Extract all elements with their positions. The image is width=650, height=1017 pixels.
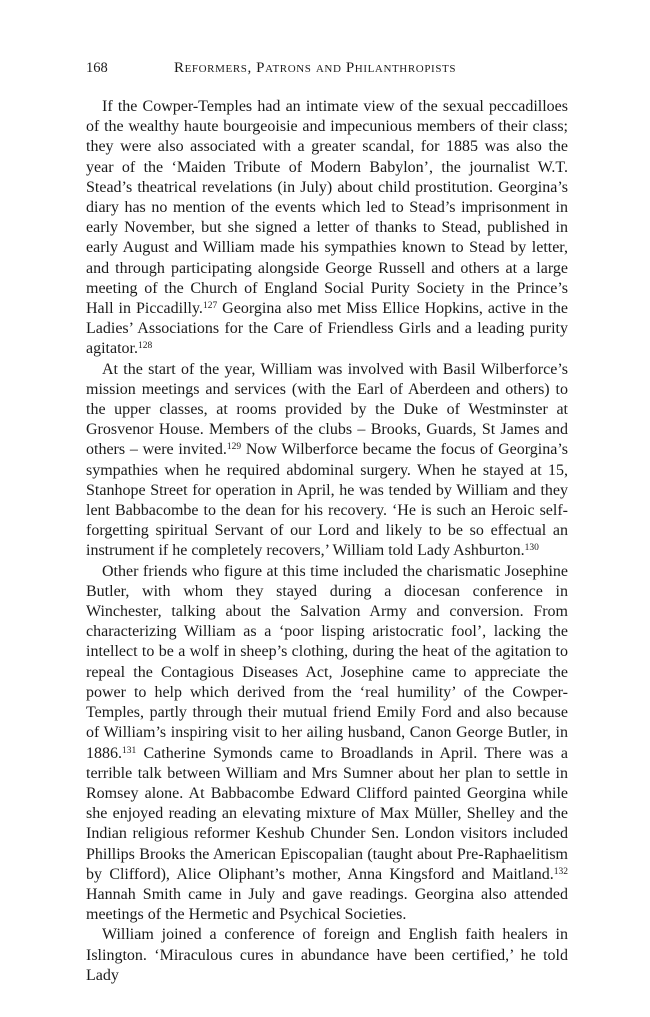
paragraph-text: Other friends who figure at this time included the charismatic Josephine Butler, with whom they stayed during a diocesan conference in Winchester, talking about the Salvation Army and conversion. From characterizing William as a ‘poor lisping aristocratic fool’, lacking the intellect to be a wolf in sheep’s clothing, during the heat of the agitation to repeal the Contagious Diseases Act, Josephine came to appreciate the power to help which derived from the ‘real humility’ of the Cowper-Temples, partly through their mutual friend Emily Ford and also because of William’s inspiring visit to her ailing husband, Canon George Butler, in 1886. (86, 562, 568, 762)
footnote-marker: 132 (553, 866, 568, 877)
paragraph (86, 925, 568, 986)
paragraph-text: At the start of the year, William was involved with Basil Wilberforce’s mission meetings and services (with the Earl of Aberdeen and others) to the upper classes, at rooms provided by the Duke of Westminster at Grosvenor House. Members of the clubs – Brooks, Guards, St James and others – were invited. (86, 360, 568, 459)
paragraph-text: Hannah Smith came in July and gave readings. Georgina also attended meetings of the Hermetic and Psychical Societies. (86, 885, 568, 924)
paragraph-text: Now Wilberforce became the focus of Georgina’s sympathies when he required abdominal surgery. When he stayed at 15, Stanhope Street for operation in April, he was tended by William and they lent Babbacombe to the dean for his recovery. ‘He is such an Heroic self-forgetting spiritual Servant of our Lord and likely to be so effectual an instrument if he completely recovers,’ William told Lady Ashburton. (86, 441, 569, 560)
paragraph-text: Catherine Symonds came to Broadlands in April. There was a terrible talk between William and Mrs Sumner about her plan to settle in Romsey alone. At Babbacombe Edward Clifford painted Georgina while she enjoyed reading an elevating mixture of Max Müller, Shelley and the Indian religious reformer Keshub Chunder Sen. London visitors included Phillips Brooks the American Episcopalian (taught about Pre-Raphaelitism by Clifford), Alice Oliphant’s mother, Anna Kingsford and Maitland. (86, 744, 568, 883)
body-text (86, 97, 568, 986)
footnote-marker: 127 (202, 301, 218, 312)
footnote-marker: 129 (226, 442, 242, 453)
paragraph-text: Georgina also met Miss Ellice Hopkins, active in the Ladies’ Associations for the Care of Friendless Girls and a leading purity agitator. (86, 300, 569, 358)
paragraph (86, 97, 568, 360)
paragraph (86, 562, 568, 926)
paragraph-text: William joined a conference of foreign and English faith healers in Islington. ‘Miraculous cures in abundance have been certified,’ he told Lady (86, 926, 568, 984)
footnote-marker: 130 (524, 543, 539, 554)
paragraph-text: If the Cowper-Temples had an intimate view of the sexual peccadilloes of the wealthy haute bourgeoisie and impecunious members of their class; they were also associated with a greater scandal, for 1885 was also the year of the ‘Maiden Tribute of Modern Babylon’, the journalist W.T. Stead’s theatrical revelations (in July) about child prostitution. Georgina’s diary has no mention of the events which led to Stead’s imprisonment in early November, but she signed a letter of thanks to Stead, published in early August and William made his sympathies known to Stead by letter, and through participating alongside George Russell and others at a large meeting of the Church of England Social Purity Society in the Prince’s Hall in Piccadilly. (86, 98, 568, 318)
paragraph (86, 360, 568, 562)
page-number: 168 (86, 60, 108, 76)
footnote-marker: 131 (122, 745, 137, 756)
running-head-title: Reformers, Patrons and Philanthropists (174, 60, 457, 76)
running-head (86, 58, 568, 78)
footnote-marker: 128 (137, 341, 153, 352)
